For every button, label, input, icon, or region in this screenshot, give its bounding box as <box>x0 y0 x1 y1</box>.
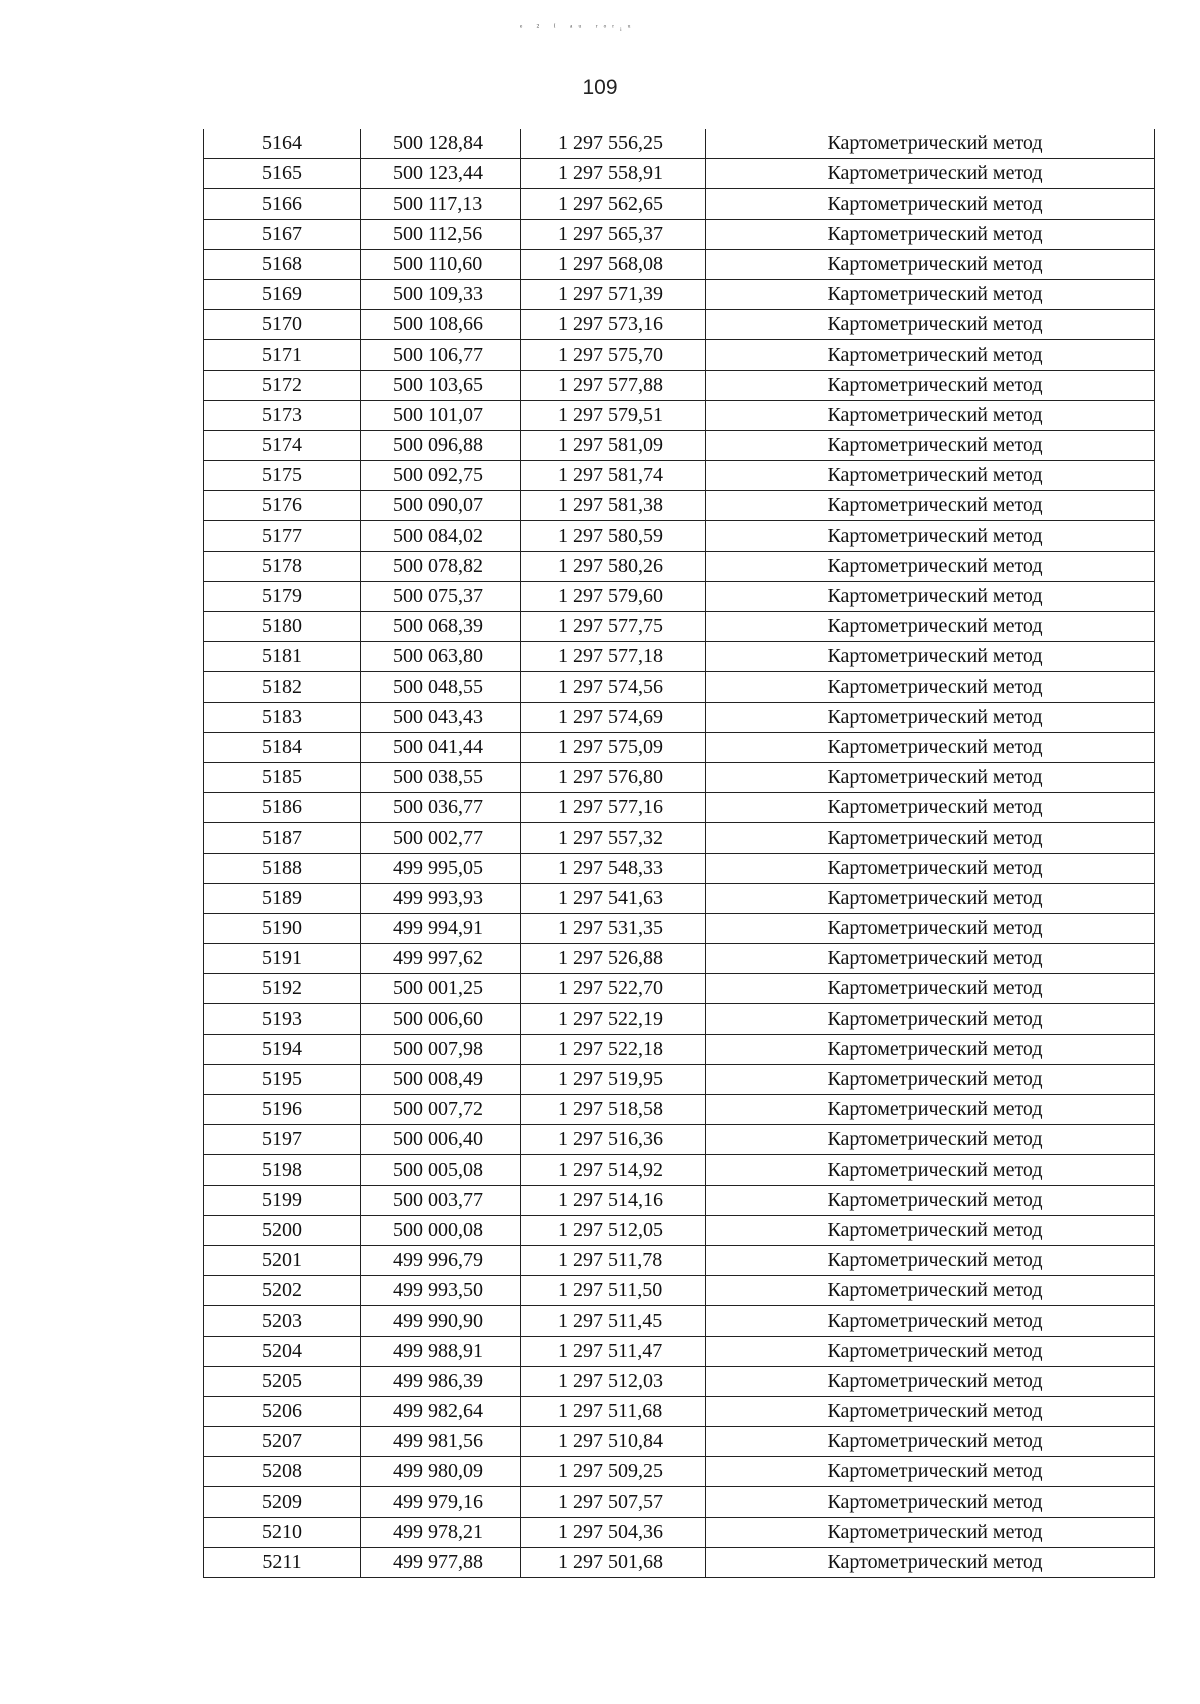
y-coordinate-cell: 1 297 575,09 <box>521 732 706 762</box>
y-coordinate-cell: 1 297 557,32 <box>521 823 706 853</box>
method-cell: Картометрический метод <box>706 129 1155 159</box>
method-cell: Картометрический метод <box>706 310 1155 340</box>
x-coordinate-cell: 500 110,60 <box>361 249 521 279</box>
point-number-cell: 5185 <box>204 762 361 792</box>
method-cell: Картометрический метод <box>706 1336 1155 1366</box>
table-row <box>204 823 1155 853</box>
method-cell: Картометрический метод <box>706 551 1155 581</box>
method-cell: Картометрический метод <box>706 762 1155 792</box>
y-coordinate-cell: 1 297 574,69 <box>521 702 706 732</box>
x-coordinate-cell: 499 986,39 <box>361 1366 521 1396</box>
method-cell: Картометрический метод <box>706 581 1155 611</box>
x-coordinate-cell: 500 096,88 <box>361 430 521 460</box>
x-coordinate-cell: 499 995,05 <box>361 853 521 883</box>
y-coordinate-cell: 1 297 568,08 <box>521 249 706 279</box>
method-cell: Картометрический метод <box>706 1245 1155 1275</box>
method-cell: Картометрический метод <box>706 974 1155 1004</box>
method-cell: Картометрический метод <box>706 279 1155 309</box>
method-cell: Картометрический метод <box>706 1095 1155 1125</box>
y-coordinate-cell: 1 297 512,05 <box>521 1215 706 1245</box>
table-row <box>204 642 1155 672</box>
y-coordinate-cell: 1 297 577,18 <box>521 642 706 672</box>
x-coordinate-cell: 500 043,43 <box>361 702 521 732</box>
x-coordinate-cell: 500 117,13 <box>361 189 521 219</box>
method-cell: Картометрический метод <box>706 823 1155 853</box>
point-number-cell: 5191 <box>204 944 361 974</box>
table-row <box>204 1034 1155 1064</box>
x-coordinate-cell: 500 092,75 <box>361 461 521 491</box>
y-coordinate-cell: 1 297 571,39 <box>521 279 706 309</box>
x-coordinate-cell: 500 123,44 <box>361 159 521 189</box>
x-coordinate-cell: 500 078,82 <box>361 551 521 581</box>
x-coordinate-cell: 499 988,91 <box>361 1336 521 1366</box>
method-cell: Картометрический метод <box>706 400 1155 430</box>
point-number-cell: 5172 <box>204 370 361 400</box>
point-number-cell: 5194 <box>204 1034 361 1064</box>
point-number-cell: 5206 <box>204 1396 361 1426</box>
method-cell: Картометрический метод <box>706 430 1155 460</box>
x-coordinate-cell: 500 101,07 <box>361 400 521 430</box>
y-coordinate-cell: 1 297 556,25 <box>521 129 706 159</box>
method-cell: Картометрический метод <box>706 461 1155 491</box>
y-coordinate-cell: 1 297 511,78 <box>521 1245 706 1275</box>
y-coordinate-cell: 1 297 501,68 <box>521 1547 706 1577</box>
x-coordinate-cell: 500 006,40 <box>361 1125 521 1155</box>
point-number-cell: 5176 <box>204 491 361 521</box>
table-row <box>204 793 1155 823</box>
method-cell: Картометрический метод <box>706 642 1155 672</box>
table-row <box>204 159 1155 189</box>
table-row <box>204 430 1155 460</box>
x-coordinate-cell: 500 002,77 <box>361 823 521 853</box>
point-number-cell: 5180 <box>204 612 361 642</box>
point-number-cell: 5189 <box>204 883 361 913</box>
point-number-cell: 5187 <box>204 823 361 853</box>
y-coordinate-cell: 1 297 580,59 <box>521 521 706 551</box>
method-cell: Картометрический метод <box>706 883 1155 913</box>
y-coordinate-cell: 1 297 522,19 <box>521 1004 706 1034</box>
table-row <box>204 1125 1155 1155</box>
y-coordinate-cell: 1 297 526,88 <box>521 944 706 974</box>
table-row <box>204 702 1155 732</box>
y-coordinate-cell: 1 297 516,36 <box>521 1125 706 1155</box>
point-number-cell: 5201 <box>204 1245 361 1275</box>
method-cell: Картометрический метод <box>706 1427 1155 1457</box>
x-coordinate-cell: 500 084,02 <box>361 521 521 551</box>
y-coordinate-cell: 1 297 510,84 <box>521 1427 706 1457</box>
table-row <box>204 1427 1155 1457</box>
y-coordinate-cell: 1 297 579,51 <box>521 400 706 430</box>
point-number-cell: 5178 <box>204 551 361 581</box>
point-number-cell: 5179 <box>204 581 361 611</box>
y-coordinate-cell: 1 297 541,63 <box>521 883 706 913</box>
point-number-cell: 5164 <box>204 129 361 159</box>
point-number-cell: 5165 <box>204 159 361 189</box>
table-row <box>204 1095 1155 1125</box>
table-row <box>204 1457 1155 1487</box>
y-coordinate-cell: 1 297 574,56 <box>521 672 706 702</box>
y-coordinate-cell: 1 297 511,47 <box>521 1336 706 1366</box>
table-row <box>204 974 1155 1004</box>
point-number-cell: 5199 <box>204 1185 361 1215</box>
y-coordinate-cell: 1 297 573,16 <box>521 310 706 340</box>
point-number-cell: 5202 <box>204 1276 361 1306</box>
x-coordinate-cell: 500 112,56 <box>361 219 521 249</box>
table-row <box>204 913 1155 943</box>
table-row <box>204 521 1155 551</box>
method-cell: Картометрический метод <box>706 1487 1155 1517</box>
x-coordinate-cell: 500 048,55 <box>361 672 521 702</box>
y-coordinate-cell: 1 297 577,88 <box>521 370 706 400</box>
method-cell: Картометрический метод <box>706 219 1155 249</box>
table-row <box>204 1276 1155 1306</box>
x-coordinate-cell: 500 000,08 <box>361 1215 521 1245</box>
x-coordinate-cell: 499 994,91 <box>361 913 521 943</box>
table-row <box>204 219 1155 249</box>
method-cell: Картометрический метод <box>706 1034 1155 1064</box>
method-cell: Картометрический метод <box>706 1276 1155 1306</box>
method-cell: Картометрический метод <box>706 944 1155 974</box>
y-coordinate-cell: 1 297 548,33 <box>521 853 706 883</box>
x-coordinate-cell: 499 977,88 <box>361 1547 521 1577</box>
point-number-cell: 5204 <box>204 1336 361 1366</box>
table-row <box>204 551 1155 581</box>
method-cell: Картометрический метод <box>706 370 1155 400</box>
method-cell: Картометрический метод <box>706 612 1155 642</box>
point-number-cell: 5207 <box>204 1427 361 1457</box>
x-coordinate-cell: 500 063,80 <box>361 642 521 672</box>
point-number-cell: 5174 <box>204 430 361 460</box>
x-coordinate-cell: 499 982,64 <box>361 1396 521 1426</box>
y-coordinate-cell: 1 297 575,70 <box>521 340 706 370</box>
table-row <box>204 400 1155 430</box>
table-row <box>204 249 1155 279</box>
y-coordinate-cell: 1 297 577,16 <box>521 793 706 823</box>
table-row <box>204 1004 1155 1034</box>
x-coordinate-cell: 500 005,08 <box>361 1155 521 1185</box>
y-coordinate-cell: 1 297 511,50 <box>521 1276 706 1306</box>
x-coordinate-cell: 499 997,62 <box>361 944 521 974</box>
point-number-cell: 5203 <box>204 1306 361 1336</box>
table-row <box>204 129 1155 159</box>
method-cell: Картометрический метод <box>706 491 1155 521</box>
y-coordinate-cell: 1 297 562,65 <box>521 189 706 219</box>
point-number-cell: 5173 <box>204 400 361 430</box>
x-coordinate-cell: 500 090,07 <box>361 491 521 521</box>
table-row <box>204 1245 1155 1275</box>
y-coordinate-cell: 1 297 580,26 <box>521 551 706 581</box>
table-row <box>204 1336 1155 1366</box>
method-cell: Картометрический метод <box>706 340 1155 370</box>
point-number-cell: 5205 <box>204 1366 361 1396</box>
point-number-cell: 5181 <box>204 642 361 672</box>
x-coordinate-cell: 500 001,25 <box>361 974 521 1004</box>
y-coordinate-cell: 1 297 558,91 <box>521 159 706 189</box>
table-row <box>204 853 1155 883</box>
x-coordinate-cell: 500 075,37 <box>361 581 521 611</box>
point-number-cell: 5175 <box>204 461 361 491</box>
table-row <box>204 1517 1155 1547</box>
table-row <box>204 1215 1155 1245</box>
x-coordinate-cell: 499 996,79 <box>361 1245 521 1275</box>
table-row <box>204 1547 1155 1577</box>
table-row <box>204 732 1155 762</box>
table-row <box>204 581 1155 611</box>
x-coordinate-cell: 500 068,39 <box>361 612 521 642</box>
point-number-cell: 5198 <box>204 1155 361 1185</box>
point-number-cell: 5188 <box>204 853 361 883</box>
point-number-cell: 5177 <box>204 521 361 551</box>
method-cell: Картометрический метод <box>706 853 1155 883</box>
x-coordinate-cell: 500 128,84 <box>361 129 521 159</box>
x-coordinate-cell: 499 993,50 <box>361 1276 521 1306</box>
y-coordinate-cell: 1 297 531,35 <box>521 913 706 943</box>
point-number-cell: 5197 <box>204 1125 361 1155</box>
y-coordinate-cell: 1 297 522,18 <box>521 1034 706 1064</box>
x-coordinate-cell: 499 979,16 <box>361 1487 521 1517</box>
point-number-cell: 5167 <box>204 219 361 249</box>
scan-marks: ᵉ ² ⁽ ᵃᵘ ʳᵒʳᵢᵘ <box>520 22 637 32</box>
method-cell: Картометрический метод <box>706 1517 1155 1547</box>
point-number-cell: 5171 <box>204 340 361 370</box>
table-row <box>204 1064 1155 1094</box>
x-coordinate-cell: 500 006,60 <box>361 1004 521 1034</box>
table-row <box>204 370 1155 400</box>
point-number-cell: 5196 <box>204 1095 361 1125</box>
table-row <box>204 672 1155 702</box>
y-coordinate-cell: 1 297 507,57 <box>521 1487 706 1517</box>
point-number-cell: 5182 <box>204 672 361 702</box>
table-row <box>204 189 1155 219</box>
x-coordinate-cell: 500 008,49 <box>361 1064 521 1094</box>
y-coordinate-cell: 1 297 512,03 <box>521 1366 706 1396</box>
y-coordinate-cell: 1 297 511,68 <box>521 1396 706 1426</box>
x-coordinate-cell: 499 990,90 <box>361 1306 521 1336</box>
point-number-cell: 5190 <box>204 913 361 943</box>
y-coordinate-cell: 1 297 579,60 <box>521 581 706 611</box>
y-coordinate-cell: 1 297 511,45 <box>521 1306 706 1336</box>
table-row <box>204 944 1155 974</box>
method-cell: Картометрический метод <box>706 1004 1155 1034</box>
table-row <box>204 1185 1155 1215</box>
x-coordinate-cell: 500 041,44 <box>361 732 521 762</box>
y-coordinate-cell: 1 297 581,74 <box>521 461 706 491</box>
x-coordinate-cell: 500 103,65 <box>361 370 521 400</box>
coordinates-table <box>203 129 1155 1578</box>
x-coordinate-cell: 500 007,72 <box>361 1095 521 1125</box>
point-number-cell: 5166 <box>204 189 361 219</box>
y-coordinate-cell: 1 297 577,75 <box>521 612 706 642</box>
y-coordinate-cell: 1 297 514,16 <box>521 1185 706 1215</box>
point-number-cell: 5193 <box>204 1004 361 1034</box>
point-number-cell: 5200 <box>204 1215 361 1245</box>
method-cell: Картометрический метод <box>706 1366 1155 1396</box>
point-number-cell: 5186 <box>204 793 361 823</box>
x-coordinate-cell: 500 038,55 <box>361 762 521 792</box>
point-number-cell: 5208 <box>204 1457 361 1487</box>
x-coordinate-cell: 499 993,93 <box>361 883 521 913</box>
x-coordinate-cell: 499 981,56 <box>361 1427 521 1457</box>
x-coordinate-cell: 499 980,09 <box>361 1457 521 1487</box>
point-number-cell: 5169 <box>204 279 361 309</box>
table-row <box>204 310 1155 340</box>
method-cell: Картометрический метод <box>706 702 1155 732</box>
y-coordinate-cell: 1 297 519,95 <box>521 1064 706 1094</box>
point-number-cell: 5184 <box>204 732 361 762</box>
method-cell: Картометрический метод <box>706 1215 1155 1245</box>
table-row <box>204 612 1155 642</box>
x-coordinate-cell: 500 106,77 <box>361 340 521 370</box>
method-cell: Картометрический метод <box>706 521 1155 551</box>
point-number-cell: 5168 <box>204 249 361 279</box>
y-coordinate-cell: 1 297 581,09 <box>521 430 706 460</box>
method-cell: Картометрический метод <box>706 732 1155 762</box>
y-coordinate-cell: 1 297 581,38 <box>521 491 706 521</box>
point-number-cell: 5210 <box>204 1517 361 1547</box>
method-cell: Картометрический метод <box>706 1185 1155 1215</box>
table-row <box>204 1155 1155 1185</box>
method-cell: Картометрический метод <box>706 1064 1155 1094</box>
point-number-cell: 5183 <box>204 702 361 732</box>
y-coordinate-cell: 1 297 522,70 <box>521 974 706 1004</box>
point-number-cell: 5211 <box>204 1547 361 1577</box>
y-coordinate-cell: 1 297 565,37 <box>521 219 706 249</box>
table-row <box>204 762 1155 792</box>
x-coordinate-cell: 500 036,77 <box>361 793 521 823</box>
table-row <box>204 1306 1155 1336</box>
point-number-cell: 5170 <box>204 310 361 340</box>
point-number-cell: 5192 <box>204 974 361 1004</box>
method-cell: Картометрический метод <box>706 913 1155 943</box>
table-row <box>204 279 1155 309</box>
y-coordinate-cell: 1 297 509,25 <box>521 1457 706 1487</box>
x-coordinate-cell: 500 109,33 <box>361 279 521 309</box>
y-coordinate-cell: 1 297 518,58 <box>521 1095 706 1125</box>
y-coordinate-cell: 1 297 514,92 <box>521 1155 706 1185</box>
x-coordinate-cell: 500 108,66 <box>361 310 521 340</box>
table-row <box>204 1396 1155 1426</box>
method-cell: Картометрический метод <box>706 793 1155 823</box>
table-row <box>204 1487 1155 1517</box>
x-coordinate-cell: 500 003,77 <box>361 1185 521 1215</box>
table-row <box>204 1366 1155 1396</box>
method-cell: Картометрический метод <box>706 159 1155 189</box>
table-row <box>204 883 1155 913</box>
table-row <box>204 461 1155 491</box>
method-cell: Картометрический метод <box>706 1306 1155 1336</box>
coordinates-table-body <box>204 129 1155 1578</box>
point-number-cell: 5209 <box>204 1487 361 1517</box>
method-cell: Картометрический метод <box>706 1396 1155 1426</box>
method-cell: Картометрический метод <box>706 1125 1155 1155</box>
method-cell: Картометрический метод <box>706 1457 1155 1487</box>
method-cell: Картометрический метод <box>706 189 1155 219</box>
y-coordinate-cell: 1 297 504,36 <box>521 1517 706 1547</box>
method-cell: Картометрический метод <box>706 672 1155 702</box>
table-row <box>204 491 1155 521</box>
method-cell: Картометрический метод <box>706 1547 1155 1577</box>
method-cell: Картометрический метод <box>706 249 1155 279</box>
x-coordinate-cell: 499 978,21 <box>361 1517 521 1547</box>
page-number: 109 <box>582 76 618 99</box>
y-coordinate-cell: 1 297 576,80 <box>521 762 706 792</box>
table-row <box>204 340 1155 370</box>
method-cell: Картометрический метод <box>706 1155 1155 1185</box>
x-coordinate-cell: 500 007,98 <box>361 1034 521 1064</box>
point-number-cell: 5195 <box>204 1064 361 1094</box>
